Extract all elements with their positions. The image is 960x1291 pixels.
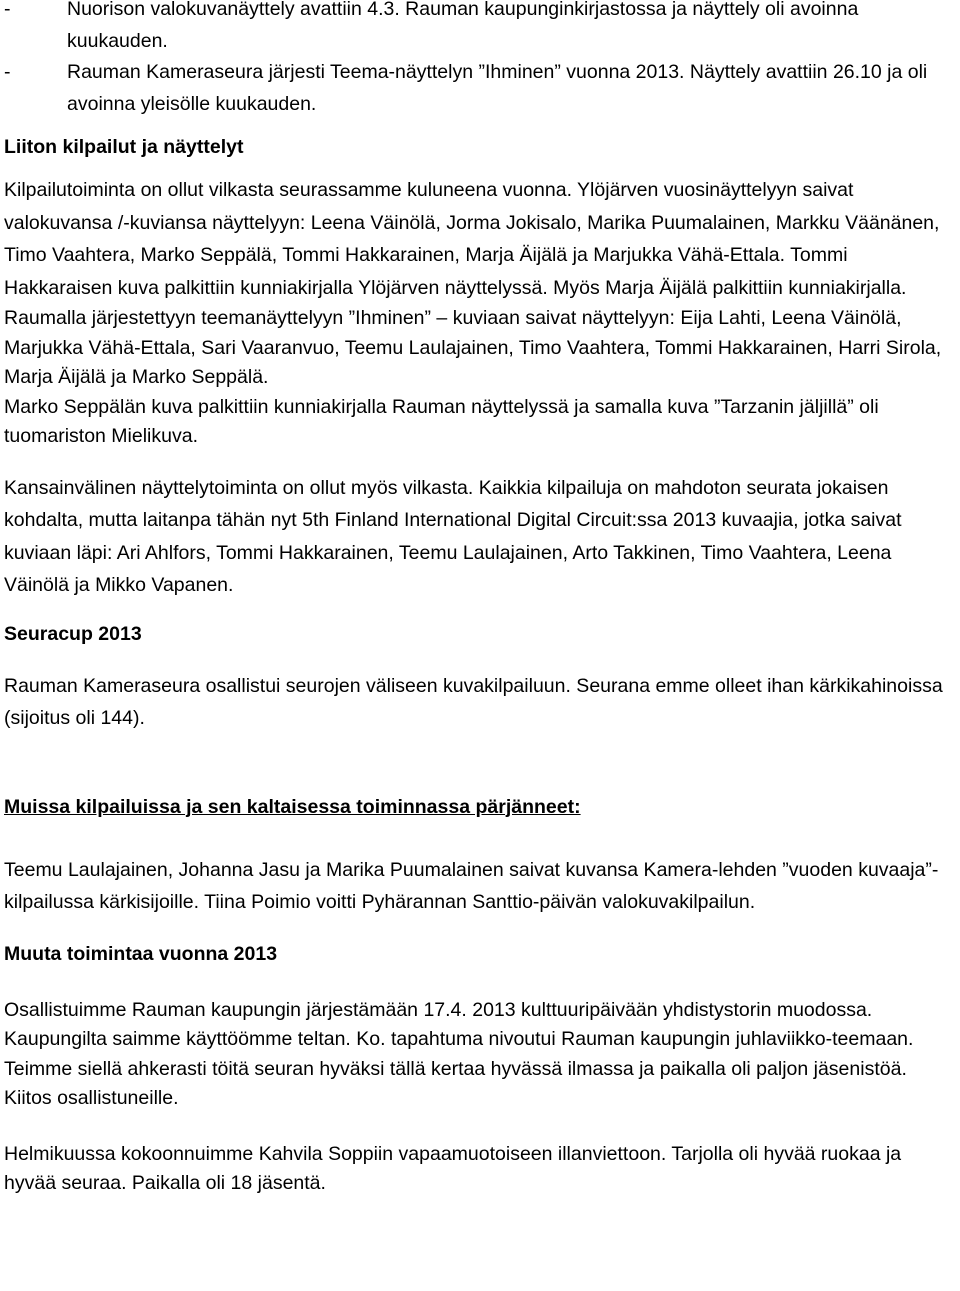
paragraph: Helmikuussa kokoonnuimme Kahvila Soppiin vapaamuotoiseen illanviettoon. Tarjolla oli hyvää ruokaa ja hyvää seuraa. Paikalla oli 18 jäsentä.	[4, 1142, 902, 1194]
section-muissa	[4, 792, 956, 919]
heading-liiton: Liiton kilpailut ja näyttelyt	[4, 136, 244, 158]
paragraph: Marko Seppälän kuva palkittiin kunniakirjalla Rauman näyttelyssä ja samalla kuva ”Tarzanin jäljillä” oli tuomariston Mielikuva.	[4, 395, 879, 447]
bullet-text: Rauman Kameraseura järjesti Teema-näyttelyn ”Ihminen” vuonna 2013. Näyttely avattiin 26.10 ja oli avoinna yleisölle kuukauden.	[67, 61, 928, 115]
paragraph: Osallistuimme Rauman kaupungin järjestämään 17.4. 2013 kulttuuripäivään yhdistystorin muodossa. Kaupungilta saimme käyttöömme teltan. Ko. tapahtuma nivoutui Rauman kaupungin juhlaviikko-teemaan. Teimme siellä ahkerasti töitä seuran hyväksi tällä kertaa hyvässä ilmassa ja paikalla oli paljon jäsenistöä. Kiitos osallistuneille.	[4, 998, 914, 1109]
paragraph: Raumalla järjestettyyn teemanäyttelyyn ”Ihminen” – kuviaan saivat näyttelyyn: Eija Lahti, Leena Väinölä, Marjukka Vähä-Ettala, Sari Vaaranvuo, Teemu Laulajainen, Timo Vaahtera, Tommi Hakkarainen, Harri Sirola, Marja Äijälä ja Marko Seppälä.	[4, 307, 942, 388]
section-muuta	[4, 939, 956, 1199]
paragraph: Teemu Laulajainen, Johanna Jasu ja Marika Puumalainen saivat kuvansa Kamera-lehden ”vuoden kuvaaja”- kilpailussa kärkisijoille. Tiina Poimio voitti Pyhärannan Santtio-päivän valokuvakilpailun.	[4, 858, 939, 913]
bullet-item	[4, 0, 956, 57]
paragraph: Rauman Kameraseura osallistui seurojen väliseen kuvakilpailuun. Seurana emme olleet ihan kärkikahinoissa (sijoitus oli 144).	[4, 674, 943, 729]
paragraph: Kansainvälinen näyttelytoiminta on ollut myös vilkasta. Kaikkia kilpailuja on mahdoton seurata jokaisen kohdalta, mutta laitanpa tähän nyt 5th Finland International Digital Circuit:ssa 2013 kuvaajia, jotka saivat kuviaan läpi: Ari Ahlfors, Tommi Hakkarainen, Teemu Laulajainen, Arto Takkinen, Timo Vaahtera, Leena Väinölä ja Mikko Vapanen.	[4, 476, 902, 596]
section-seuracup	[4, 619, 956, 735]
heading-muissa: Muissa kilpailuissa ja sen kaltaisessa toiminnassa pärjänneet:	[4, 795, 581, 818]
bullet-dash: -	[4, 61, 11, 83]
paragraph: Kilpailutoiminta on ollut vilkasta seurassamme kuluneena vuonna. Ylöjärven vuosinäyttelyyn saivat valokuvansa /-kuviansa näyttelyyn: Leena Väinölä, Jorma Jokisalo, Marika Puumalainen, Markku Väänänen, Timo Vaahtera, Marko Seppälä, Tommi Hakkarainen, Marja Äijälä ja Marjukka Vähä-Ettala. Tommi Hakkaraisen kuva palkittiin kunniakirjalla Ylöjärven näyttelyssä. Myös Marja Äijälä palkittiin kunniakirjalla.	[4, 179, 940, 299]
bullet-dash: -	[4, 0, 11, 20]
section-liiton	[4, 132, 956, 602]
bullet-item	[4, 57, 956, 120]
bullet-text: Nuorison valokuvanäyttely avattiin 4.3. Rauman kaupunginkirjastossa ja näyttely oli avoinna kuukauden.	[67, 0, 859, 52]
bullet-list	[4, 0, 956, 120]
heading-muuta: Muuta toimintaa vuonna 2013	[4, 942, 278, 965]
heading-seuracup: Seuracup 2013	[4, 622, 142, 645]
